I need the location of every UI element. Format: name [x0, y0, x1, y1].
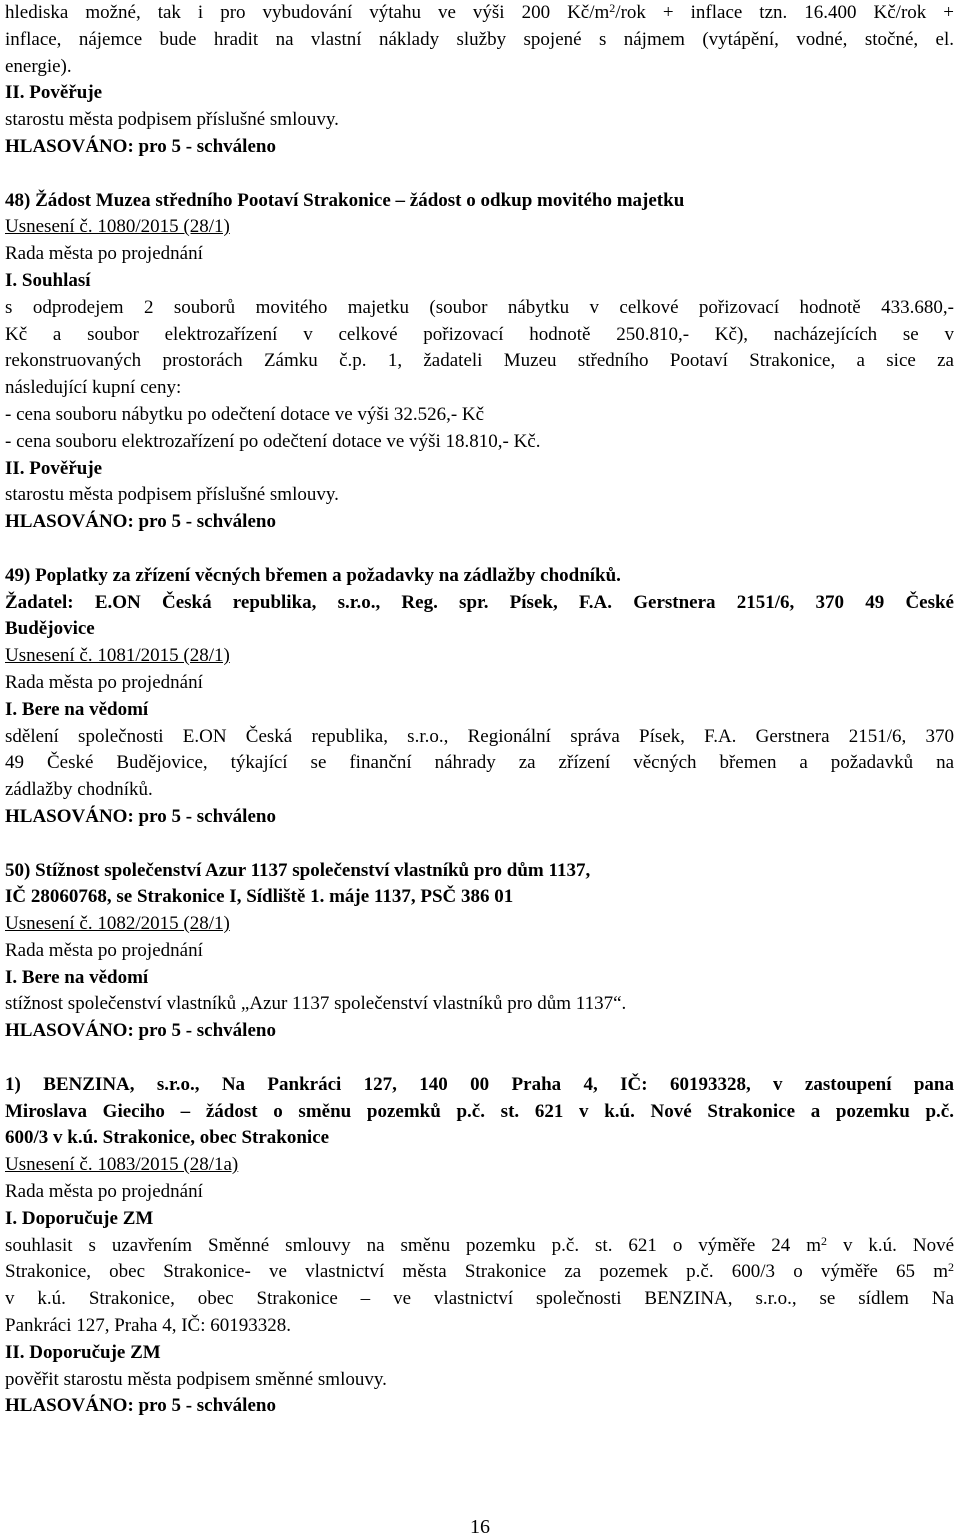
item-title: Miroslava Gieciho – žádost o směnu pozemků p.č. st. 621 v k.ú. Nové Strakonice a pozemku p.č. — [5, 1100, 954, 1122]
vote-result: HLASOVÁNO: pro 5 - schváleno — [5, 135, 276, 157]
council-line: Rada města po projednání — [5, 939, 203, 961]
vote-result: HLASOVÁNO: pro 5 - schváleno — [5, 511, 276, 533]
item-applicant: Budějovice — [5, 618, 95, 640]
text-line: inflace, nájemce bude hradit na vlastní náklady služby spojené s nájmem (vytápění, vodné, stočné, el. — [5, 28, 954, 50]
item-title: 1) BENZINA, s.r.o., Na Pankráci 127, 140 00 Praha 4, IČ: 60193328, v zastoupení pana — [5, 1073, 954, 1095]
text-line: - cena souboru nábytku po odečtení dotace ve výši 32.526,- Kč — [5, 403, 485, 425]
item-title: IČ 28060768, se Strakonice I, Sídliště 1. máje 1137, PSČ 386 01 — [5, 886, 514, 908]
section-heading: I. Bere na vědomí — [5, 966, 149, 988]
text-line: zádlažby chodníků. — [5, 779, 153, 801]
text-line: stížnost společenství vlastníků „Azur 1137 společenství vlastníků pro dům 1137“. — [5, 993, 627, 1015]
section-heading: II. Doporučuje ZM — [5, 1341, 161, 1363]
vote-result: HLASOVÁNO: pro 5 - schváleno — [5, 1020, 276, 1042]
section-heading: I. Doporučuje ZM — [5, 1207, 154, 1229]
text-line: Strakonice, obec Strakonice- ve vlastnictví města Strakonice za pozemek p.č. 600/3 o výměře 65 $m^2$ — [5, 1260, 954, 1283]
text-line: pověřit starostu města podpisem směnné smlouvy. — [5, 1368, 387, 1390]
section-heading: I. Bere na vědomí — [5, 698, 149, 720]
section-heading: II. Pověřuje — [5, 457, 103, 479]
vote-result: HLASOVÁNO: pro 5 - schváleno — [5, 805, 276, 827]
resolution-number: Usnesení č. 1080/2015 (28/1) — [5, 216, 230, 238]
text-line: s odprodejem 2 souborů movitého majetku (soubor nábytku v celkové pořizovací hodnotě 433.680,- — [5, 296, 954, 318]
vote-result: HLASOVÁNO: pro 5 - schváleno — [5, 1395, 276, 1417]
resolution-number: Usnesení č. 1082/2015 (28/1) — [5, 913, 230, 935]
item-title: 48) Žádost Muzea středního Pootaví Strakonice – žádost o odkup movitého majetku — [5, 189, 685, 211]
text-line: hlediska možné, tak i pro vybudování výtahu ve výši 200 $Kč/m^2$/rok + inflace tzn. 16.400 Kč/rok + — [5, 1, 954, 23]
item-title: 49) Poplatky za zřízení věcných břemen a požadavky na zádlažby chodníků. — [5, 564, 621, 586]
resolution-number: Usnesení č. 1083/2015 (28/1a) — [5, 1154, 239, 1176]
text-line: energie). — [5, 55, 72, 77]
text-line: rekonstruovaných prostorách Zámku č.p. 1, žadateli Muzeu středního Pootaví Strakonice, a sice za — [5, 350, 954, 372]
text-line: Kč a soubor elektrozařízení v celkové pořizovací hodnotě 250.810,- Kč), nacházejících se v — [5, 323, 954, 345]
text-line: následující kupní ceny: — [5, 377, 182, 399]
text-line: 49 České Budějovice, týkající se finanční náhrady za zřízení věcných břemen a požadavků na — [5, 752, 954, 774]
section-heading: I. Souhlasí — [5, 269, 91, 291]
text-line: Pankráci 127, Praha 4, IČ: 60193328. — [5, 1315, 292, 1337]
council-line: Rada města po projednání — [5, 243, 203, 265]
text-line: starostu města podpisem příslušné smlouvy. — [5, 109, 339, 131]
resolution-number: Usnesení č. 1081/2015 (28/1) — [5, 645, 230, 667]
item-title: 600/3 v k.ú. Strakonice, obec Strakonice — [5, 1127, 330, 1149]
item-applicant: Žadatel: E.ON Česká republika, s.r.o., Reg. spr. Písek, F.A. Gerstnera 2151/6, 370 49 České — [5, 591, 954, 613]
text-line: sdělení společnosti E.ON Česká republika, s.r.o., Regionální správa Písek, F.A. Gerstnera 2151/6, 370 — [5, 725, 954, 747]
council-line: Rada města po projednání — [5, 671, 203, 693]
item-title: 50) Stížnost společenství Azur 1137 společenství vlastníků pro dům 1137, — [5, 859, 591, 881]
text-line: starostu města podpisem příslušné smlouvy. — [5, 484, 339, 506]
council-line: Rada města po projednání — [5, 1181, 203, 1203]
text-line: - cena souboru elektrozařízení po odečtení dotace ve výši 18.810,- Kč. — [5, 430, 541, 452]
text-line: v k.ú. Strakonice, obec Strakonice – ve vlastnictví společnosti BENZINA, s.r.o., se sídlem Na — [5, 1288, 954, 1310]
page-number: 16 — [470, 1516, 490, 1538]
section-heading: II. Pověřuje — [5, 82, 103, 104]
text-line: souhlasit s uzavřením Směnné smlouvy na směnu pozemku p.č. st. 621 o výměře 24 $m^2$ v k.ú. Nové — [5, 1233, 954, 1256]
